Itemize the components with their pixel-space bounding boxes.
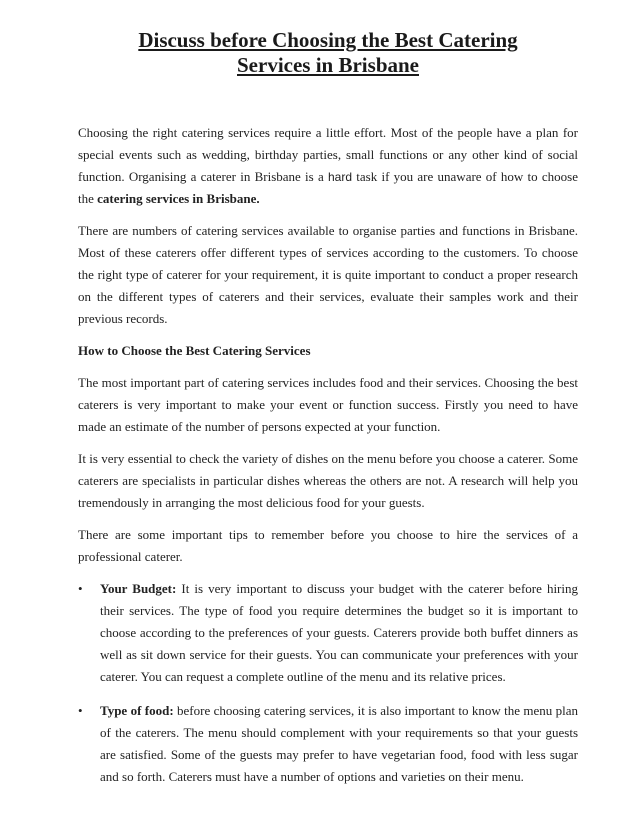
tip-label: Your Budget: — [100, 581, 177, 596]
section-heading: How to Choose the Best Catering Services — [78, 343, 311, 358]
paragraph-caterer-types: There are numbers of catering services available to organise parties and functions in Brisbane. Most of these caterers offer different types of services according to the customers. To choose the right type of caterer for your requirement, it is quite important to conduct a proper research on the different types of caterers and their services, evaluate their samples work and their previous records. — [78, 223, 578, 326]
title-line-1: Discuss before Choosing the Best Catering — [138, 28, 518, 52]
paragraph-tips-intro: There are some important tips to remember before you choose to hire the services of a professional caterer. — [78, 527, 578, 564]
tip-text: It is very important to discuss your budget with the caterer before hiring their services. The type of food you require determines the budget so it is important to choose according to the preferences of your guests. Caterers provide both buffet dinners as well as sit down service for their guests. You can communicate your preferences with your caterer. You can request a complete outline of the menu and its relative prices. — [100, 581, 578, 684]
tip-text: before choosing catering services, it is also important to know the menu plan of the caterers. The menu should complement with your requirements so that your guests are satisfied. Some of the guests may prefer to have vegetarian food, food with less sugar and so forth. Caterers must have a number of options and varieties on their menu. — [100, 703, 578, 784]
intro-text-part2: task if you are unaware of how to choose the — [78, 169, 578, 206]
bullet-icon: • — [78, 703, 83, 718]
list-item — [78, 700, 578, 788]
bullet-icon: • — [78, 581, 83, 596]
list-item — [78, 578, 578, 688]
tips-list — [78, 578, 578, 788]
intro-text-part1: Choosing the right catering services require a little effort. Most of the people have a plan for special events such as wedding, birthday parties, small functions or any other kind of social function. Organising a caterer in Brisbane is a — [78, 125, 578, 184]
title-line-2: Services in Brisbane — [237, 53, 419, 77]
tip-label: Type of food: — [100, 703, 174, 718]
intro-hard-word: hard — [328, 170, 353, 184]
document-title — [78, 28, 578, 78]
paragraph-food-services: The most important part of catering services includes food and their services. Choosing the best caterers is very important to make your event or function success. Firstly you need to have made an estimate of the number of persons expected at your function. — [78, 375, 578, 434]
paragraph-menu-variety: It is very essential to check the variety of dishes on the menu before you choose a caterer. Some caterers are specialists in particular dishes whereas the others are not. A research will help you tremendously in arranging the most delicious food for your guests. — [78, 451, 578, 510]
intro-emphasis: catering services in Brisbane. — [97, 191, 260, 206]
intro-paragraph — [78, 122, 578, 210]
